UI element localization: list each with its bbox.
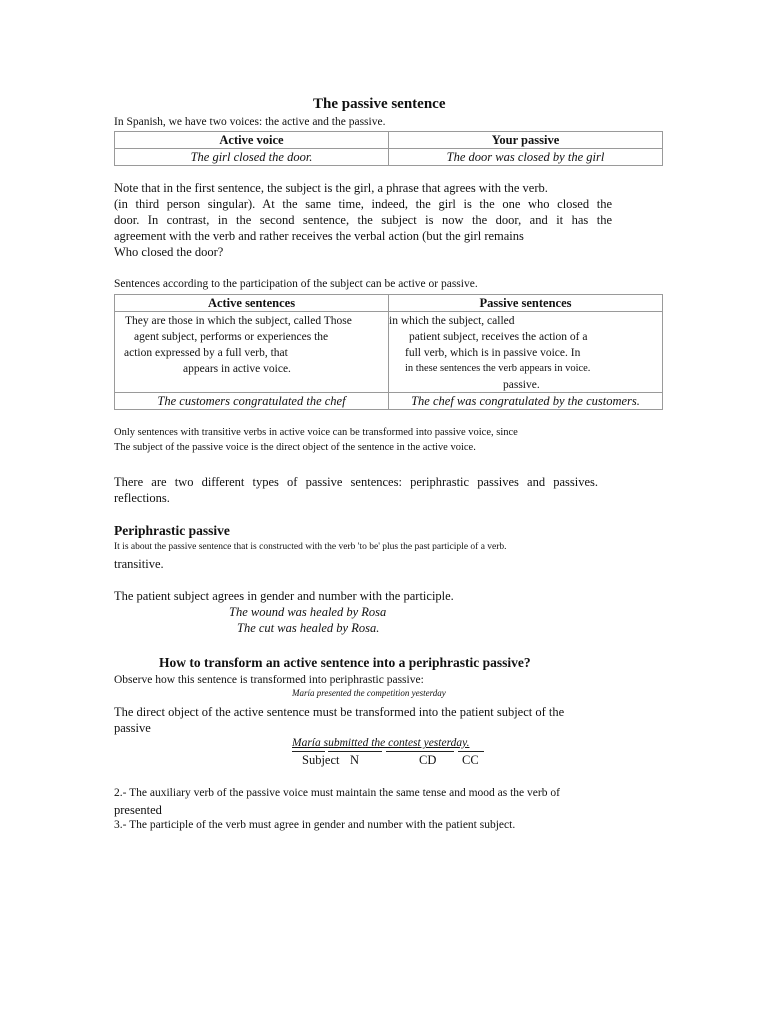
example-sentence: María presented the competition yesterday bbox=[292, 688, 446, 698]
example-sentence: María submitted the contest yesterday. bbox=[292, 737, 470, 749]
underline-complement bbox=[458, 751, 484, 752]
paragraph-line: There are two different types of passive sentences: periphrastic passives and passives. bbox=[114, 475, 598, 489]
paragraph-line: The direct object of the active sentence must be transformed into the patient subject of the bbox=[114, 705, 565, 719]
part-label-cc: CC bbox=[462, 753, 479, 767]
cell-line: patient subject, receives the action of a bbox=[409, 331, 588, 343]
paragraph-line: transitive. bbox=[114, 557, 164, 571]
paragraph-line: Observe how this sentence is transformed into periphrastic passive: bbox=[114, 674, 424, 686]
paragraph-line: The patient subject agrees in gender and number with the participle. bbox=[114, 589, 454, 603]
voices-table bbox=[114, 131, 663, 166]
underline-object bbox=[386, 751, 454, 752]
section-heading: Periphrastic passive bbox=[114, 523, 230, 538]
paragraph-line: (in third person singular). At the same time, indeed, the girl is the one who closed the bbox=[114, 197, 612, 211]
paragraph-text: Sentences according to the participation of the subject can be active or passive. bbox=[114, 278, 478, 290]
paragraph-line: It is about the passive sentence that is constructed with the verb 'to be' plus the past participle of a verb. bbox=[114, 542, 507, 552]
paragraph-line: Note that in the first sentence, the subject is the girl, a phrase that agrees with the verb. bbox=[114, 181, 548, 195]
cell-line: They are those in which the subject, called Those bbox=[125, 315, 352, 327]
paragraph-line: reflections. bbox=[114, 491, 170, 505]
example-sentence: The wound was healed by Rosa bbox=[229, 605, 387, 619]
table-cell-active-example: The customers congratulated the chef bbox=[115, 393, 389, 410]
part-label-n: N bbox=[350, 753, 360, 767]
passive-sentences-description bbox=[389, 312, 663, 393]
paragraph-line: door. In contrast, in the second sentence, the subject is now the door, and it has the bbox=[114, 213, 612, 227]
intro-text: In Spanish, we have two voices: the active and the passive. bbox=[114, 116, 386, 128]
cell-line: action expressed by a full verb, that bbox=[124, 347, 288, 359]
part-label-subject: Subject bbox=[302, 753, 340, 767]
table-header-passive-sentences: Passive sentences bbox=[389, 295, 663, 312]
table-header-active-sentences: Active sentences bbox=[115, 295, 389, 312]
list-item: 2.- The auxiliary verb of the passive voice must maintain the same tense and mood as the verb of bbox=[114, 787, 560, 799]
example-sentence: The cut was healed by Rosa. bbox=[237, 621, 380, 635]
paragraph-line: Who closed the door? bbox=[114, 245, 224, 259]
part-label-cd: CD bbox=[419, 753, 437, 767]
paragraph-line: The subject of the passive voice is the direct object of the sentence in the active voice. bbox=[114, 442, 476, 453]
list-item-continuation: presented bbox=[114, 803, 162, 817]
cell-line: appears in active voice. bbox=[183, 363, 291, 375]
table-cell-passive-example: The chef was congratulated by the customers. bbox=[389, 393, 663, 410]
sentences-table bbox=[114, 294, 663, 410]
cell-line: in which the subject, called bbox=[389, 315, 515, 327]
table-header-your-passive: Your passive bbox=[389, 132, 663, 149]
table-header-active-voice: Active voice bbox=[115, 132, 389, 149]
cell-line: passive. bbox=[503, 379, 540, 391]
underline-subject bbox=[292, 751, 325, 752]
cell-line: agent subject, performs or experiences the bbox=[134, 331, 329, 343]
paragraph-line: passive bbox=[114, 721, 151, 735]
underline-verb bbox=[328, 751, 382, 752]
paragraph-line: Only sentences with transitive verbs in active voice can be transformed into passive voice, since bbox=[114, 427, 518, 438]
list-item: 3.- The participle of the verb must agree in gender and number with the patient subject. bbox=[114, 819, 516, 831]
page-title: The passive sentence bbox=[313, 96, 446, 112]
active-sentences-description bbox=[115, 312, 389, 393]
cell-line: in these sentences the verb appears in voice. bbox=[405, 363, 591, 374]
cell-line: full verb, which is in passive voice. In bbox=[405, 347, 581, 359]
paragraph-line: agreement with the verb and rather receives the verbal action (but the girl remains bbox=[114, 229, 524, 243]
section-heading: How to transform an active sentence into a periphrastic passive? bbox=[159, 655, 531, 670]
table-cell-passive-example: The door was closed by the girl bbox=[389, 149, 663, 166]
table-cell-active-example: The girl closed the door. bbox=[115, 149, 389, 166]
